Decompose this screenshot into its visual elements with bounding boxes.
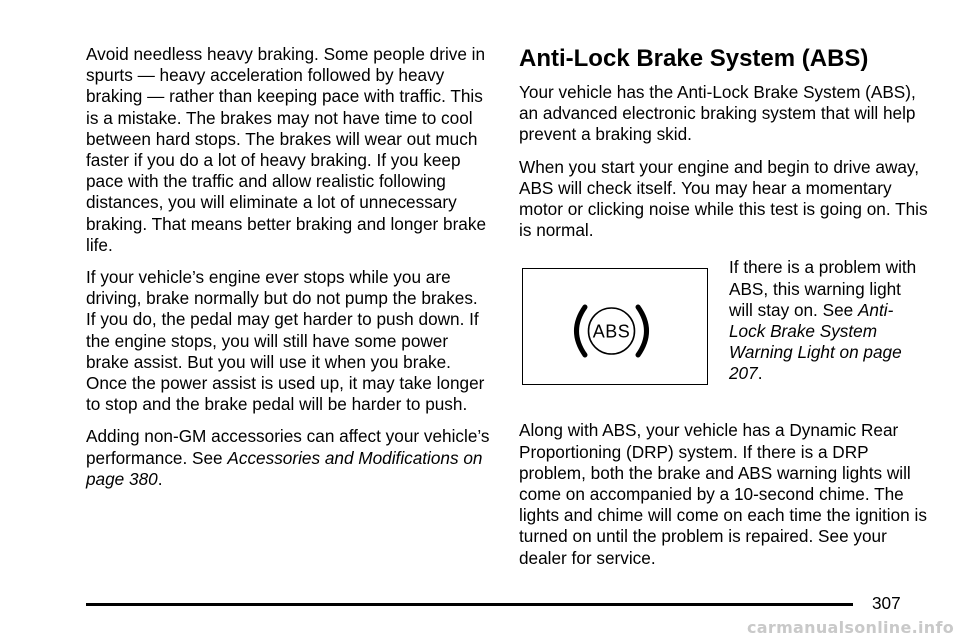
abs-icon-label: ABS: [592, 321, 631, 342]
abs-intro-paragraph: Your vehicle has the Anti-Lock Brake System (ABS), an advanced electronic braking system that will help prevent a braking skid.: [519, 82, 916, 145]
accessories-paragraph: [86, 426, 491, 490]
right-column: [519, 44, 929, 580]
drp-paragraph: Along with ABS, your vehicle has a Dynamic Rear Proportioning (DRP) system. If there is a DRP problem, both the brake and ABS warning lights will come on accompanied by a 10-second chime. The lights and chime will come on each time the ignition is turned on until the problem is repaired. See your dealer for service.: [519, 420, 927, 568]
accessories-reference-link[interactable]: Accessories and Modifications on page 380: [86, 447, 483, 489]
section-title: Anti-Lock Brake System (ABS): [519, 45, 869, 72]
abs-warning-light-reference-link[interactable]: Anti-Lock Brake System Warning Light on page 207: [729, 299, 902, 384]
accessories-period: .: [157, 468, 163, 489]
heavy-braking-paragraph: Avoid needless heavy braking. Some people drive in spurts — heavy acceleration followed by heavy braking — rather than keeping pace with traffic. This is a mistake. The brakes may not have time to cool between hard stops. The brakes will wear out much faster if you do a lot of heavy braking. If you keep pace with the traffic and allow realistic following distances, you will eliminate a lot of unnecessary braking. That means better braking and longer brake life.: [86, 44, 487, 255]
engine-stops-paragraph: If your vehicle’s engine ever stops while you are driving, brake normally but do not pump the brakes. If you do, the pedal may get harder to push down. If the engine stops, you will still have some power brake assist. But you will use it when you brake. Once the power assist is used up, it may take longer to stop and the brake pedal will be harder to push.: [86, 267, 485, 415]
caption-period: .: [757, 363, 763, 384]
page-number: 307: [872, 593, 901, 613]
abs-warning-light-icon: [523, 269, 709, 386]
accessories-text: Adding non-GM accessories can affect your vehicle’s performance. See: [86, 426, 490, 468]
caption-text: If there is a problem with ABS, this warning light will stay on. See: [729, 257, 917, 320]
footer-rule: [86, 603, 853, 606]
abs-warning-light-illustration: [522, 268, 708, 385]
watermark: carmanualsonline.info: [747, 618, 955, 637]
abs-self-check-paragraph: When you start your engine and begin to drive away, ABS will check itself. You may hear a momentary motor or clicking noise while this test is going on. This is normal.: [519, 156, 928, 241]
abs-figure-caption: [729, 257, 929, 384]
left-column: [86, 44, 491, 501]
abs-figure: [519, 257, 929, 403]
